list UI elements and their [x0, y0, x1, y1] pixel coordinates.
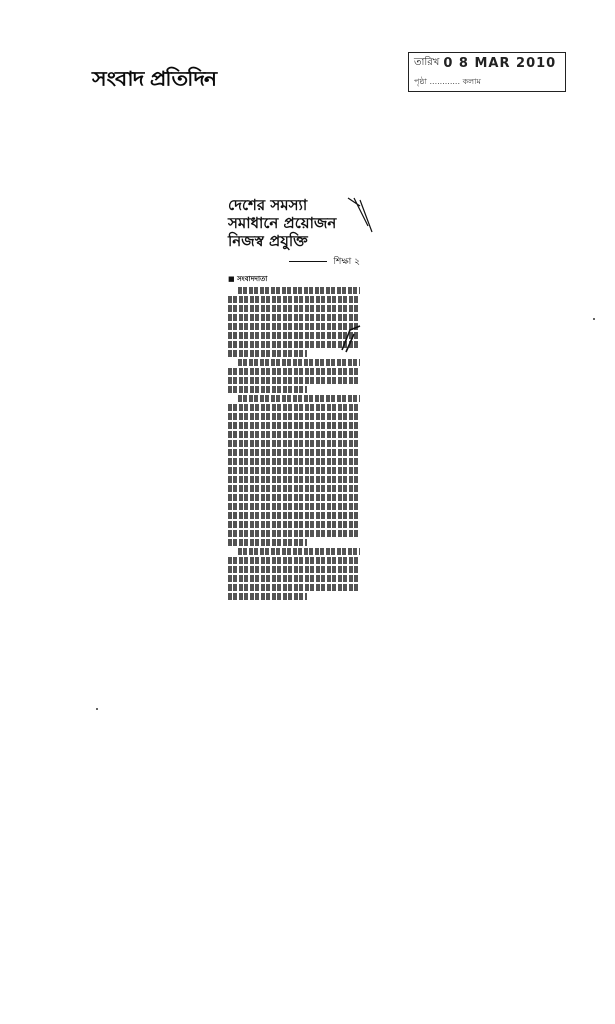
body-text-line [228, 449, 360, 456]
headline-line-1: দেশের সমস্যা [228, 196, 308, 214]
body-text-line [238, 548, 360, 555]
body-text-line [228, 296, 360, 303]
body-text-line [228, 458, 360, 465]
body-text-line [228, 521, 360, 528]
date-stamp-row [414, 55, 560, 72]
body-text-line [228, 584, 360, 591]
body-text-line [228, 368, 360, 375]
body-text-line [228, 503, 360, 510]
scan-speck [96, 708, 98, 710]
pen-tick-icon [340, 324, 362, 354]
date-value: 0 8 MAR 2010 [443, 56, 557, 71]
body-text-line [228, 386, 307, 393]
headline-line-3: নিজস্ব প্রযুক্তি [228, 232, 308, 250]
body-text-line [228, 440, 360, 447]
date-stamp [408, 52, 566, 92]
body-text-line [228, 530, 360, 537]
body-text-line [228, 422, 360, 429]
newspaper-clipping [228, 196, 360, 602]
date-label: তারিখ [414, 57, 440, 68]
body-text-line [238, 287, 360, 294]
scan-speck [593, 318, 595, 320]
dateline-text: সংবাদদাতা [237, 275, 268, 283]
body-text-line [228, 404, 360, 411]
body-text-line [228, 485, 360, 492]
body-text-line [228, 494, 360, 501]
body-text-line [238, 395, 360, 402]
body-text-line [228, 467, 360, 474]
body-text-line [228, 314, 360, 321]
byline-rule [289, 261, 327, 262]
body-text-line [228, 305, 360, 312]
body-text-line [228, 512, 360, 519]
body-text-line [228, 566, 360, 573]
masthead: সংবাদ প্রতিদিন [92, 68, 217, 91]
article-headline [228, 196, 360, 250]
headline-line-2: সমাধানে প্রয়োজন [228, 214, 337, 232]
body-text-line [228, 575, 360, 582]
body-text-line [228, 539, 307, 546]
pen-scribble-icon [346, 196, 374, 236]
body-text-line [228, 476, 360, 483]
byline [228, 254, 360, 269]
body-text-line [228, 413, 360, 420]
dateline: ■ সংবাদদাতা [228, 275, 268, 283]
byline-text: শিক্ষা ২ [333, 257, 360, 267]
body-text-line [228, 377, 360, 384]
body-text-line [238, 359, 360, 366]
body-text-line [228, 431, 360, 438]
date-stamp-second-line: পৃষ্ঠা ............ কলাম [414, 77, 481, 86]
body-text-line [228, 557, 360, 564]
body-text-line [228, 593, 307, 600]
body-text-line [228, 350, 307, 357]
